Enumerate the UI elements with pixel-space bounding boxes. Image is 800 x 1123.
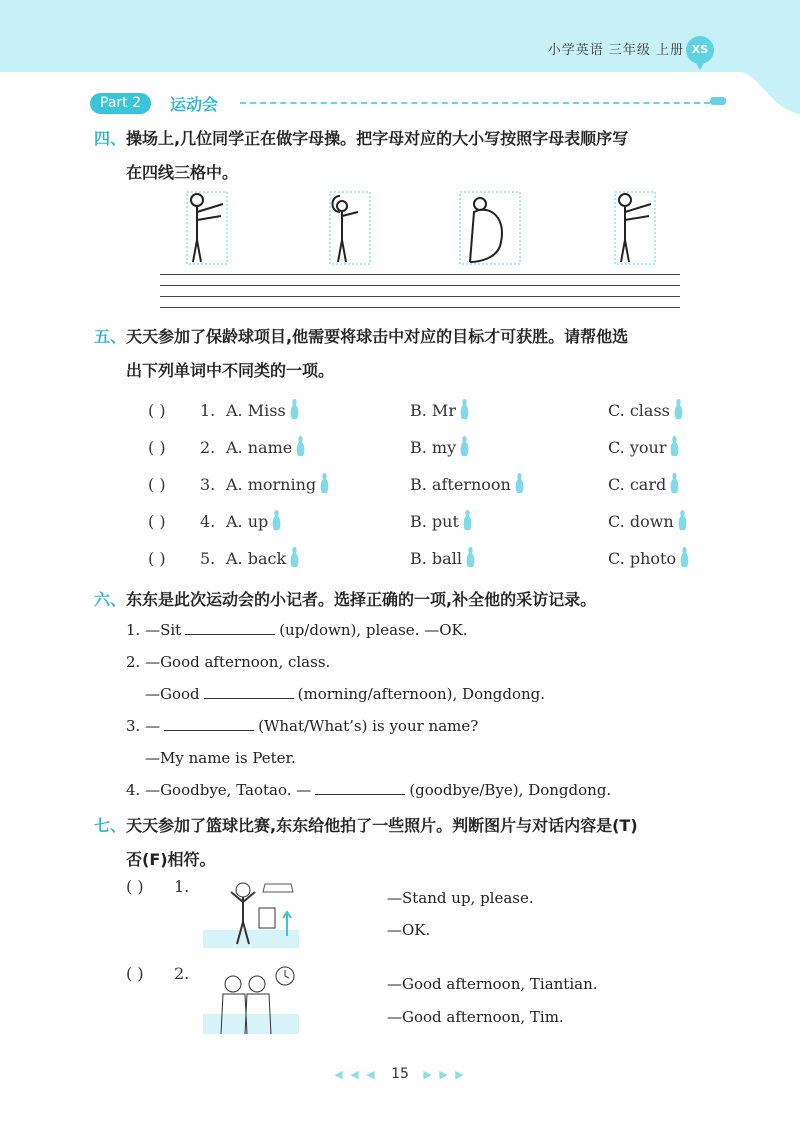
answer-paren[interactable]: ( ) — [126, 964, 144, 983]
q6-number: 六、 — [94, 590, 127, 609]
q6-l1-start: 1. —Sit — [126, 621, 182, 639]
option-a: A. up — [226, 512, 269, 531]
part-label: Part 2 — [90, 93, 151, 114]
bowling-pin-icon — [290, 547, 299, 567]
q5-text-line1: 天天参加了保龄球项目,他需要将球击中对应的目标才可获胜。请帮他选 — [126, 327, 629, 346]
bowling-pin-icon — [466, 547, 475, 567]
q5-item-2 — [148, 435, 708, 461]
q7-item-1-dialog-2: —OK. — [387, 921, 431, 939]
q6-line-3 — [145, 682, 545, 706]
q7-text-line1: 天天参加了篮球比赛,东东给他拍了一些照片。判断图片与对话内容是(T) — [126, 816, 638, 835]
q5-item-4 — [148, 509, 708, 535]
bowling-pin-icon — [272, 510, 281, 530]
option-a: A. name — [226, 438, 293, 457]
q7-number: 七、 — [94, 816, 127, 835]
page-number: 15 — [391, 1066, 409, 1082]
item-number: 4. — [200, 512, 216, 531]
q6-l6-start: 4. —Goodbye, Taotao. — — [126, 781, 312, 799]
bowling-pin-icon — [670, 473, 679, 493]
answer-paren[interactable]: ( ) — [126, 877, 144, 896]
option-c: C. class — [608, 401, 670, 420]
letter-exercise-figures — [145, 190, 695, 270]
option-b: B. ball — [410, 549, 462, 568]
q6-l1-end: (up/down), please. —OK. — [279, 621, 468, 639]
bowling-pin-icon — [674, 399, 683, 419]
bowling-pin-icon — [320, 473, 329, 493]
bowling-pin-icon — [463, 510, 472, 530]
q6-line-2: 2. —Good afternoon, class. — [126, 653, 331, 671]
q4-number: 四、 — [94, 129, 127, 148]
figure-letter-g — [310, 190, 400, 266]
four-line-grid[interactable] — [160, 274, 680, 314]
answer-paren[interactable]: ( ) — [148, 438, 166, 457]
q6-text: 东东是此次运动会的小记者。选择正确的一项,补全他的采访记录。 — [126, 590, 597, 609]
q4-text-line2: 在四线三格中。 — [126, 163, 239, 182]
answer-blank[interactable] — [185, 618, 275, 635]
left-arrows-icon: ◀ ◀ ◀ — [334, 1068, 377, 1081]
answer-blank[interactable] — [204, 682, 294, 699]
q5-text-line2: 出下列单词中不同类的一项。 — [126, 361, 335, 380]
q7-item-2-label — [126, 961, 196, 987]
header-subject: 小学英语 三年级 上册 — [547, 43, 684, 58]
right-arrows-icon: ▶ ▶ ▶ — [423, 1068, 466, 1081]
figure-letter-f-2 — [595, 190, 685, 266]
option-a: A. morning — [226, 475, 317, 494]
photo-stand-up — [203, 878, 299, 948]
answer-paren[interactable]: ( ) — [148, 475, 166, 494]
q7-item-1-dialog-1: —Stand up, please. — [387, 889, 534, 907]
q7-instruction — [94, 810, 638, 842]
q4-instruction — [94, 123, 628, 155]
answer-paren[interactable]: ( ) — [148, 401, 166, 420]
option-a: A. back — [226, 549, 287, 568]
q5-item-5 — [148, 546, 708, 572]
item-number: 1. — [200, 401, 216, 420]
part-divider — [240, 102, 710, 104]
option-b: B. my — [410, 438, 457, 457]
answer-blank[interactable] — [315, 778, 405, 795]
q6-line-4 — [126, 714, 478, 738]
q6-line-6 — [126, 778, 611, 802]
option-a: A. Miss — [226, 401, 286, 420]
item-number: 2. — [200, 438, 216, 457]
q4-text-line1: 操场上,几位同学正在做字母操。把字母对应的大小写按照字母表顺序写 — [126, 129, 629, 148]
q6-l6-end: (goodbye/Bye), Dongdong. — [409, 781, 612, 799]
item-number: 3. — [200, 475, 216, 494]
answer-paren[interactable]: ( ) — [148, 549, 166, 568]
bowling-pin-icon — [460, 436, 469, 456]
item-number: 1. — [174, 877, 190, 896]
q7-item-2-dialog-1: —Good afternoon, Tiantian. — [387, 975, 598, 993]
figure-letter-f — [165, 190, 255, 266]
q7-text-line2: 否(F)相符。 — [126, 850, 216, 869]
q6-instruction — [94, 584, 596, 616]
option-b: B. afternoon — [410, 475, 511, 494]
photo-good-afternoon — [203, 964, 299, 1034]
item-number: 5. — [200, 549, 216, 568]
bowling-pin-icon — [678, 510, 687, 530]
option-c: C. photo — [608, 549, 677, 568]
item-number: 2. — [174, 964, 190, 983]
part-title: 运动会 — [170, 95, 219, 114]
q6-line-1 — [126, 618, 467, 642]
q6-l4-start: 3. — — [126, 717, 161, 735]
q5-number: 五、 — [94, 327, 127, 346]
q5-item-3 — [148, 472, 708, 498]
q6-l4-end: (What/What’s) is your name? — [258, 717, 479, 735]
option-c: C. your — [608, 438, 667, 457]
option-c: C. card — [608, 475, 667, 494]
figure-letter-d — [450, 190, 540, 266]
q7-item-1-label — [126, 874, 196, 900]
answer-paren[interactable]: ( ) — [148, 512, 166, 531]
bowling-pin-icon — [670, 436, 679, 456]
q6-l3-start: —Good — [145, 685, 200, 703]
q6-line-5: —My name is Peter. — [145, 749, 296, 767]
bowling-pin-icon — [460, 399, 469, 419]
header-badge: XS — [686, 36, 714, 64]
option-b: B. put — [410, 512, 459, 531]
bowling-pin-icon — [515, 473, 524, 493]
option-b: B. Mr — [410, 401, 456, 420]
answer-blank[interactable] — [164, 714, 254, 731]
q5-instruction — [94, 321, 628, 353]
pencil-icon — [710, 97, 726, 105]
part-heading — [90, 90, 720, 116]
option-c: C. down — [608, 512, 674, 531]
bowling-pin-icon — [296, 436, 305, 456]
q6-l3-end: (morning/afternoon), Dongdong. — [297, 685, 546, 703]
q5-item-1 — [148, 398, 708, 424]
page-footer — [0, 1066, 800, 1082]
bowling-pin-icon — [680, 547, 689, 567]
bowling-pin-icon — [290, 399, 299, 419]
q7-item-2-dialog-2: —Good afternoon, Tim. — [387, 1008, 564, 1026]
